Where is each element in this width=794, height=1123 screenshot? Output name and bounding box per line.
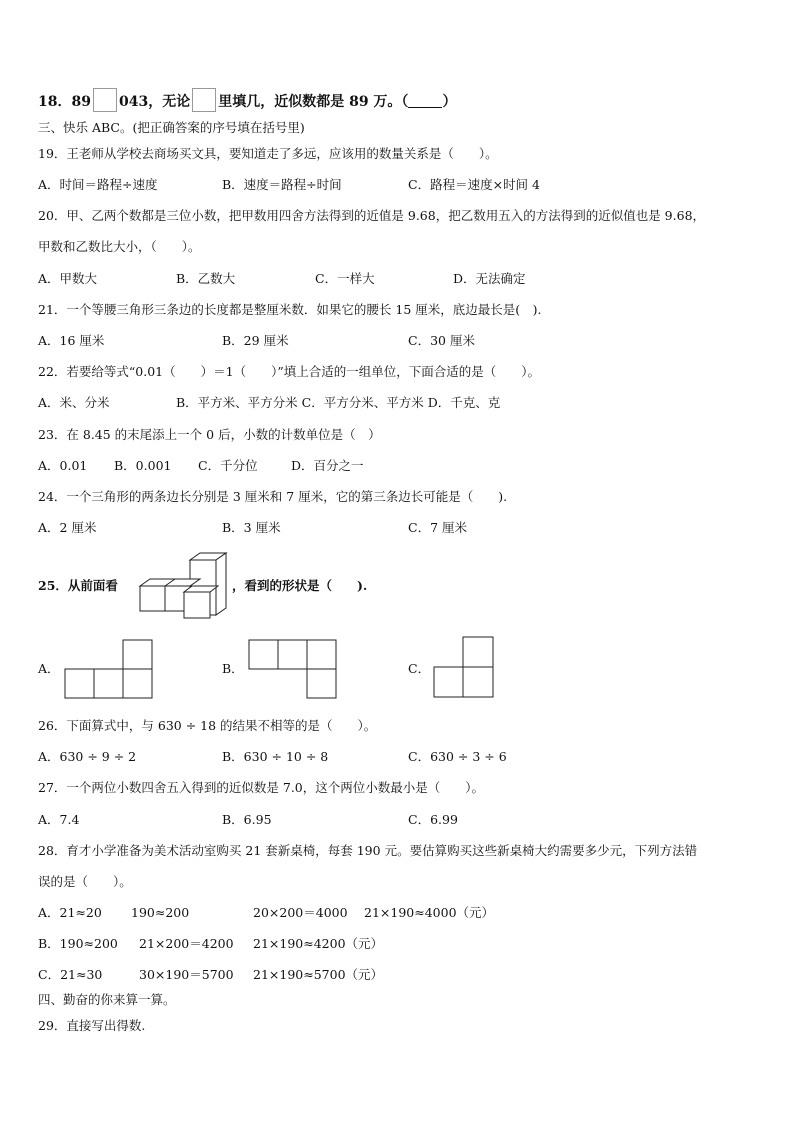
q22-options-bcd[interactable]: B．平方米、平方分米 C．平方分米、平方米 D．千克、克 [176, 395, 501, 410]
q28-option-c-part3: 21×190≈5700（元） [253, 967, 384, 982]
digit-box-2[interactable] [192, 88, 216, 112]
q24-option-c[interactable]: C．7 厘米 [408, 520, 467, 535]
question-22: 22．若要给等式“0.01（ ）＝1（ ）”填上合适的一组单位，下面合适的是（ ）。 [38, 364, 540, 379]
q20-option-c[interactable]: C．一样大 [315, 271, 375, 286]
q20-option-b[interactable]: B．乙数大 [176, 271, 236, 286]
q21-option-b[interactable]: B．29 厘米 [222, 333, 289, 348]
q23-option-c[interactable]: C．千分位 [198, 458, 258, 473]
q23-option-d[interactable]: D．百分之一 [291, 458, 364, 473]
q27-option-a[interactable]: A．7.4 [38, 812, 80, 827]
cube-stack-figure [138, 552, 230, 622]
cube [184, 592, 210, 618]
q20-option-d[interactable]: D．无法确定 [453, 271, 526, 286]
question-27: 27．一个两位小数四舍五入得到的近似数是 7.0，这个两位小数最小是（ ）。 [38, 780, 485, 795]
q28-option-a-part4: 21×190≈4000（元） [364, 905, 495, 920]
q28-option-b-part1[interactable]: B．190≈200 [38, 936, 118, 951]
question-28-line1: 28．育才小学准备为美术活动室购买 21 套新桌椅，每套 190 元。要估算购买这些新桌椅大约需要多少元，下列方法错 [38, 843, 698, 858]
cube [140, 586, 165, 611]
answer-blank[interactable] [408, 95, 442, 108]
q25-option-b-figure[interactable] [248, 639, 338, 701]
question-25-suffix: ，看到的形状是（ ). [232, 578, 368, 593]
question-20-line1: 20．甲、乙两个数都是三位小数，把甲数用四舍方法得到的近值是 9.68，把乙数用五入的方法得到的近似值也是 9.68， [38, 208, 706, 223]
q27-option-c[interactable]: C．6.99 [408, 812, 458, 827]
q25-option-a-label[interactable]: A． [38, 661, 60, 676]
q28-option-a-part1[interactable]: A．21≈20 [38, 905, 102, 920]
q23-option-b[interactable]: B．0.001 [114, 458, 172, 473]
q28-option-c-part1[interactable]: C．21≈30 [38, 967, 103, 982]
section-3-heading: 三、快乐 ABC。(把正确答案的序号填在括号里) [38, 120, 305, 135]
q24-option-b[interactable]: B．3 厘米 [222, 520, 281, 535]
q25-option-a-figure[interactable] [64, 639, 154, 701]
question-21: 21．一个等腰三角形三条边的长度都是整厘米数．如果它的腰长 15 厘米，底边最长是( ). [38, 302, 542, 317]
q25-option-c-label[interactable]: C． [408, 661, 431, 676]
q28-option-b-part3: 21×190≈4200（元） [253, 936, 384, 951]
q24-option-a[interactable]: A．2 厘米 [38, 520, 97, 535]
question-24: 24．一个三角形的两条边长分别是 3 厘米和 7 厘米，它的第三条边长可能是（ ). [38, 489, 508, 504]
q27-option-b[interactable]: B．6.95 [222, 812, 272, 827]
q21-option-c[interactable]: C．30 厘米 [408, 333, 475, 348]
question-25-prefix: 25．从前面看 [38, 578, 118, 593]
question-23: 23．在 8.45 的末尾添上一个 0 后，小数的计数单位是（ ） [38, 427, 381, 442]
q19-option-c[interactable]: C．路程＝速度×时间 4 [408, 177, 540, 192]
question-18: 18．89 043，无论 里填几，近似数都是 89 万。（ ） [38, 88, 774, 112]
q28-option-c-part2: 30×190＝5700 [139, 967, 234, 982]
q19-option-a[interactable]: A．时间＝路程÷速度 [38, 177, 158, 192]
q26-option-c[interactable]: C．630 ÷ 3 ÷ 6 [408, 749, 507, 764]
q28-option-a-part2: 190≈200 [131, 905, 190, 920]
question-26: 26．下面算式中，与 630 ÷ 18 的结果不相等的是（ ）。 [38, 718, 377, 733]
q21-option-a[interactable]: A．16 厘米 [38, 333, 105, 348]
digit-box-1[interactable] [93, 88, 117, 112]
q25-option-b-label[interactable]: B． [222, 661, 244, 676]
q23-option-a[interactable]: A．0.01 [38, 458, 88, 473]
question-29: 29．直接写出得数. [38, 1018, 146, 1033]
q19-option-b[interactable]: B．速度＝路程÷时间 [222, 177, 342, 192]
q26-option-b[interactable]: B．630 ÷ 10 ÷ 8 [222, 749, 329, 764]
section-4-heading: 四、勤奋的你来算一算。 [38, 992, 176, 1007]
q26-option-a[interactable]: A．630 ÷ 9 ÷ 2 [38, 749, 137, 764]
q20-option-a[interactable]: A．甲数大 [38, 271, 98, 286]
q25-option-c-figure[interactable] [433, 636, 495, 700]
question-19: 19．王老师从学校去商场买文具，要知道走了多远，应该用的数量关系是（ ）。 [38, 146, 498, 161]
cube-side-face [216, 553, 226, 615]
question-28-line2: 误的是（ ）。 [38, 874, 132, 889]
q22-option-a[interactable]: A．米、分米 [38, 395, 110, 410]
question-20-line2: 甲数和乙数比大小，（ ）。 [38, 239, 201, 254]
q28-option-a-part3: 20×200＝4000 [253, 905, 348, 920]
q28-option-b-part2: 21×200＝4200 [139, 936, 234, 951]
